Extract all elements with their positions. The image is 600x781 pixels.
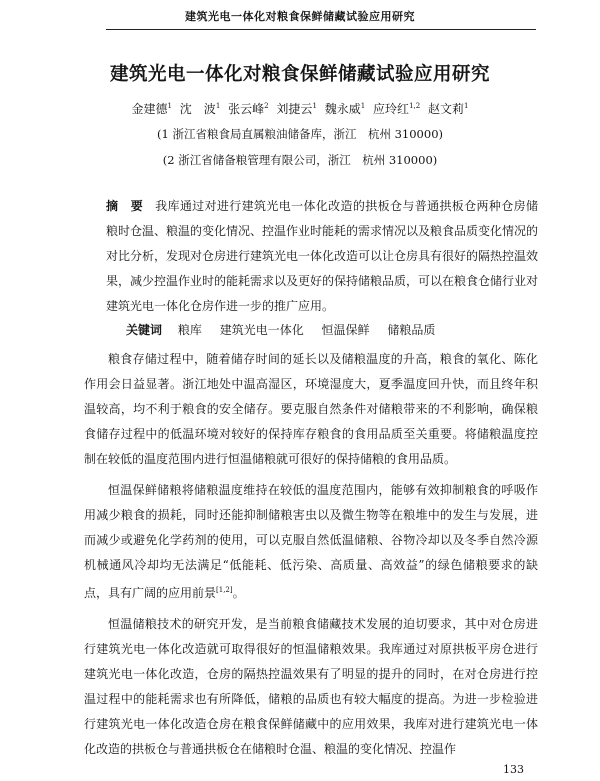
running-head: 建筑光电一体化对粮食保鲜储藏试验应用研究 [185,10,415,23]
author: 张云峰$^2$ [228,102,269,116]
paragraph-2: 恒温保鲜储粮将储粮温度维持在较低的温度范围内，能够有效抑制粮食的呼吸作用减少粮食的损耗，同时还能抑制储粮害虫以及微生物等在粮堆中的发生与发展，进而减少或避免化学药剂的使用，可以克服自然低温储粮、谷物冷却以及冬季自然冷源机械通风冷却均无法满足“低能耗、低污染、高质量、高效益”的绿色储粮要求的缺点，具有广阔的应用前景[1,2]。 [84,483,538,600]
affiliation-2: (2 浙江省储备粮管理有限公司，浙江 杭州 310000) [162,153,438,167]
paragraph-1: 粮食存储过程中，随着储存时间的延长以及储粮温度的升高，粮食的氧化、陈化作用会日益显著。浙江地处中温高湿区，环境湿度大，夏季温度回升快，而且终年积温较高，均不利于粮食的安全储存。要克服自然条件对储粮带来的不利影响，确保粮食储存过程中的低温环境对较好的保持库存粮食的食用品质至关重要。将储粮温度控制在较低的温度范围内进行恒温储粮就可很好的保持储粮的食用品质。 [84,352,538,466]
keyword: 储粮品质 [387,323,436,337]
paragraph-3: 恒温储粮技术的研究开发，是当前粮食储藏技术发展的迫切要求，其中对仓房进行建筑光电一体化改造就可取得很好的恒温储粮效果。我库通过对原拱板平房仓进行建筑光电一体化改造，仓房的隔热控温效果有了明显的提升的同时，在对仓房进行控温过程中的能耗需求也有所降低，储粮的品质也有较大幅度的提高。为进一步检验进行建筑光电一体化改造仓房在粮食保鲜储藏中的应用效果，我库对进行建筑光电一体化改造的拱板仓与普通拱板仓在储粮时仓温、粮温的变化情况、控温作 [84,617,538,756]
abstract-text: 我库通过对进行建筑光电一体化改造的拱板仓与普通拱板仓两种仓房储粮时仓温、粮温的变化情况、控温作业时能耗的需求情况以及粮食品质变化情况的对比分析，发现对仓房进行建筑光电一体化改造可以让仓房具有很好的隔热控温效果，减少控温作业时的能耗需求以及更好的保持储粮品质，可以在粮食仓储行业对建筑光电一体化仓房作进一步的推广应用。 [106,199,539,313]
author: 赵文莉$^1$ [428,102,469,116]
keywords-label: 关键词 [126,323,163,337]
keyword: 建筑光电一体化 [219,323,304,337]
body-text [84,347,538,768]
author: 应玲红$^{1,2}$ [373,102,421,116]
keywords [126,321,449,338]
author: 沈 波$^1$ [179,102,221,116]
paper-title: 建筑光电一体化对粮食保鲜储藏试验应用研究 [109,64,490,85]
header-rule [106,29,536,30]
author: 魏永威$^1$ [324,102,366,116]
abstract-label: 摘 要 [106,199,144,213]
author: 金建德$^1$ [131,102,172,116]
keyword: 恒温保鲜 [321,323,370,337]
keyword: 粮库 [177,323,202,337]
author-list [0,100,600,117]
affiliation-1: (1 浙江省粮食局直属粮油储备库，浙江 杭州 310000) [157,127,443,141]
citation: [1,2] [216,586,233,594]
page-number: 133 [503,763,524,776]
abstract [106,194,538,319]
author: 刘捷云$^1$ [276,102,317,116]
